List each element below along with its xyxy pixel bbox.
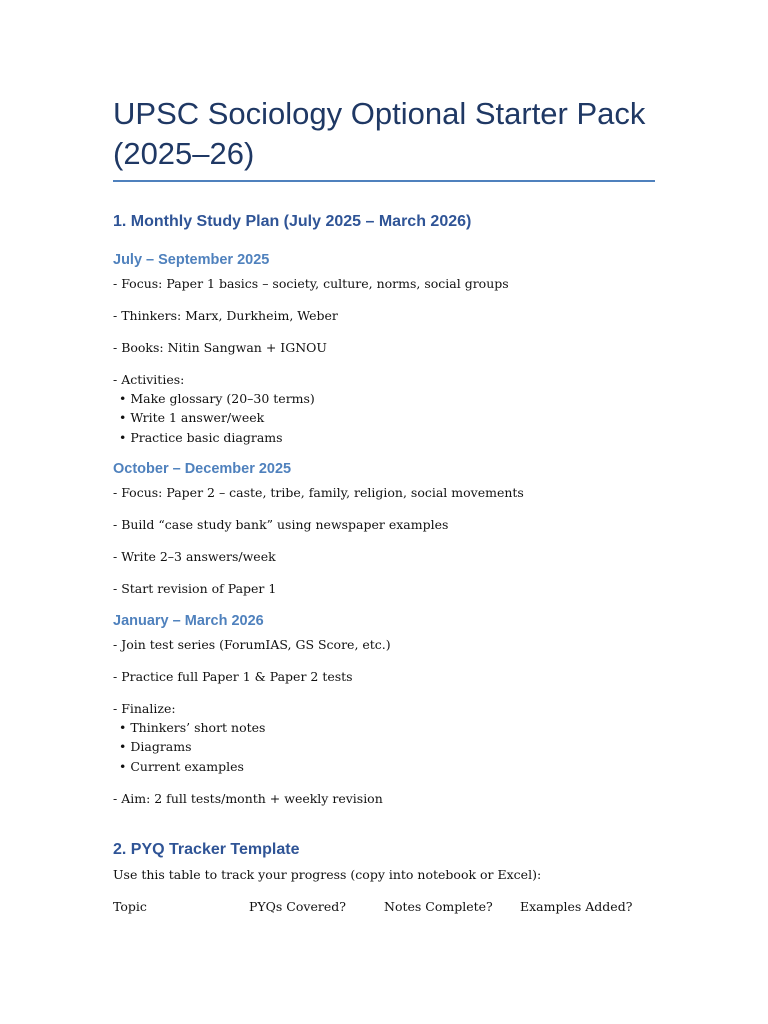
period-2-heading: October – December 2025 [113,461,292,477]
document-title-line-2: (2025–26) [113,136,255,171]
period-1-line-1: - Focus: Paper 1 basics – society, culture, norms, social groups [113,276,509,291]
period-2-line-1: - Focus: Paper 2 – caste, tribe, family, religion, social movements [113,485,524,500]
tracker-col-examples: Examples Added? [520,899,633,914]
period-1-bullet-2: • Write 1 answer/week [119,410,265,425]
document-page [113,0,655,914]
period-1-line-2: - Thinkers: Marx, Durkheim, Weber [113,308,338,323]
period-3-line-1: - Join test series (ForumIAS, GS Score, etc.) [113,637,391,652]
period-1-line-4: - Activities: [113,372,185,387]
section-2-heading: 2. PYQ Tracker Template [113,841,300,858]
period-3-line-3: - Finalize: [113,701,176,716]
period-2-line-2: - Build “case study bank” using newspaper examples [113,517,449,532]
section-1-heading: 1. Monthly Study Plan (July 2025 – March 2026) [113,213,472,230]
document-title-line-1: UPSC Sociology Optional Starter Pack [113,96,646,131]
period-2-line-3: - Write 2–3 answers/week [113,549,276,564]
period-3-line-2: - Practice full Paper 1 & Paper 2 tests [113,669,353,684]
period-1-bullet-1: • Make glossary (20–30 terms) [119,391,315,406]
title-divider [113,180,655,182]
period-1-line-3: - Books: Nitin Sangwan + IGNOU [113,340,327,355]
period-2-line-4: - Start revision of Paper 1 [113,581,277,596]
period-1-bullet-3: • Practice basic diagrams [119,430,283,445]
document-title [113,0,655,174]
period-3-bullet-2: • Diagrams [119,739,192,754]
period-3-bullet-1: • Thinkers’ short notes [119,720,266,735]
tracker-col-pyqs: PYQs Covered? [249,899,346,914]
period-3-line-4: - Aim: 2 full tests/month + weekly revision [113,791,383,806]
period-3-heading: January – March 2026 [113,613,264,629]
tracker-col-topic: Topic [113,899,147,914]
tracker-col-notes: Notes Complete? [384,899,493,914]
period-3-bullet-3: • Current examples [119,759,244,774]
period-1-heading: July – September 2025 [113,252,270,268]
tracker-intro: Use this table to track your progress (copy into notebook or Excel): [113,867,542,882]
